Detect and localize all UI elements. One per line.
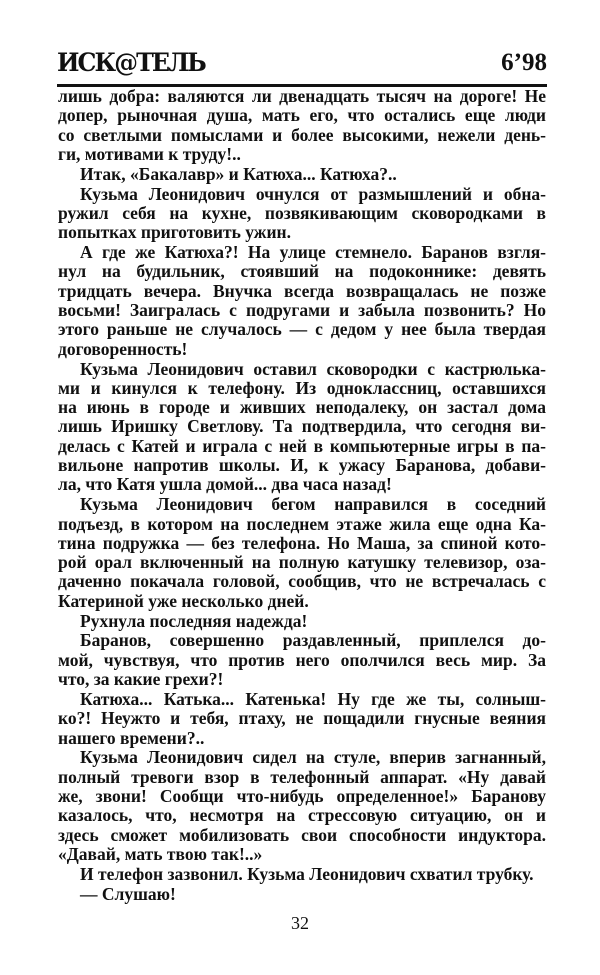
text-line: — Слушаю! <box>80 883 176 904</box>
magazine-logo: ИСК@ТЕЛЬ <box>57 48 205 77</box>
text-line: тина подружка — без телефона. Но Маша, за спиной кото- <box>58 532 546 553</box>
text-line: Итак, «Бакалавр» и Катюха... Катюха?.. <box>80 163 397 184</box>
issue-number: 6’98 <box>501 49 547 76</box>
text-line: даченно покачала головой, сообщив, что не встречалась с <box>58 571 546 592</box>
text-line: казалось, что, несмотря на стрессовую ситуацию, он и <box>58 805 546 826</box>
text-line: попытках приготовить ужин. <box>58 222 291 243</box>
text-line: Рухнула последняя надежда! <box>80 610 308 631</box>
paragraph <box>58 165 546 184</box>
paragraph <box>58 185 546 243</box>
text-line: нашего времени?.. <box>58 727 205 748</box>
text-line: здесь сможет мобилизовать свои способности индуктора. <box>58 824 546 845</box>
text-line: И телефон зазвонил. Кузьма Леонидович схватил трубку. <box>80 863 534 884</box>
text-line: «Давай, мать твою так!..» <box>58 843 263 864</box>
text-line: ружил себя на кухне, позвякивающим сковородками в <box>58 202 546 223</box>
text-line: нул на будильник, стоявший на подоконнике: девять <box>58 261 546 282</box>
text-line: же, звони! Сообщи что-нибудь определенное!» Баранову <box>58 786 546 807</box>
text-line: допер, рыночная душа, мать его, что остались еще люди <box>58 105 546 126</box>
text-line: Кузьма Леонидович оставил сковородки с кастрюлька- <box>80 358 546 379</box>
page-number: 32 <box>291 913 309 933</box>
paragraph <box>58 243 546 359</box>
text-line: этого раньше не случалось — с дедом у нее была твердая <box>58 319 546 340</box>
text-line: лишь добра: валяются ли двенадцать тысяч на дороге! Не <box>58 86 546 106</box>
paragraph <box>58 495 546 611</box>
text-line: Баранов, совершенно раздавленный, приплелся до- <box>80 630 546 651</box>
text-line: А где же Катюха?! На улице стемнело. Баранов взгля- <box>80 242 546 263</box>
paragraph <box>58 748 546 864</box>
text-line: ми и кинулся к телефону. Из одноклассниц, оставшихся <box>58 377 546 398</box>
text-line: Катериной уже несколько дней. <box>58 590 309 611</box>
text-line: Катюха... Катька... Катенька! Ну где же ты, солныш- <box>80 688 546 709</box>
paragraph <box>58 690 546 748</box>
text-line: что, за какие грехи?! <box>58 669 224 690</box>
text-line: на июнь в городе и живших неподалеку, он застал дома <box>58 397 546 418</box>
paragraph <box>58 360 546 495</box>
text-line: мой, чувствуя, что против него ополчился весь мир. За <box>58 649 546 670</box>
text-line: Кузьма Леонидович сидел на стуле, вперив загнанный, <box>80 747 546 768</box>
paragraph <box>58 865 546 884</box>
text-line: договоренность! <box>58 338 188 359</box>
text-line: делась с Катей и играла с ней в компьютерные игры в па- <box>58 435 546 456</box>
paragraph <box>58 87 546 164</box>
text-line: рой орал включенный на полную катушку телевизор, оза- <box>58 552 546 573</box>
text-line: восьми! Заигралась с подругами и забыла позвонить? Но <box>58 300 546 321</box>
text-line: подъезд, в котором на последнем этаже жила еще одна Ка- <box>58 513 546 534</box>
text-line: вильоне напротив школы. И, к ужасу Баранова, добави- <box>58 455 546 476</box>
paragraph <box>58 885 546 904</box>
text-line: ла, что Катя ушла домой... два часа назад! <box>58 474 392 495</box>
text-line: тридцать вечера. Внучка всегда возвращалась не позже <box>58 280 546 301</box>
text-line: Кузьма Леонидович бегом направился в соседний <box>80 494 546 515</box>
paragraph <box>58 612 546 631</box>
text-line: со светлыми помыслами и более высокими, нежели день- <box>58 124 546 145</box>
text-line: ко?! Неужто и тебя, птаху, не пощадили гнусные веяния <box>58 708 546 729</box>
running-header <box>57 44 547 87</box>
text-line: ги, мотивами к труду!.. <box>58 143 241 164</box>
text-line: полный тревоги взор в телефонный аппарат. «Ну давай <box>58 766 546 787</box>
paragraph <box>58 631 546 689</box>
text-line: лишь Иришку Светлову. Та подтвердила, что сегодня ви- <box>58 416 546 437</box>
article-body <box>58 87 546 904</box>
text-line: Кузьма Леонидович очнулся от размышлений и обна- <box>80 183 546 204</box>
